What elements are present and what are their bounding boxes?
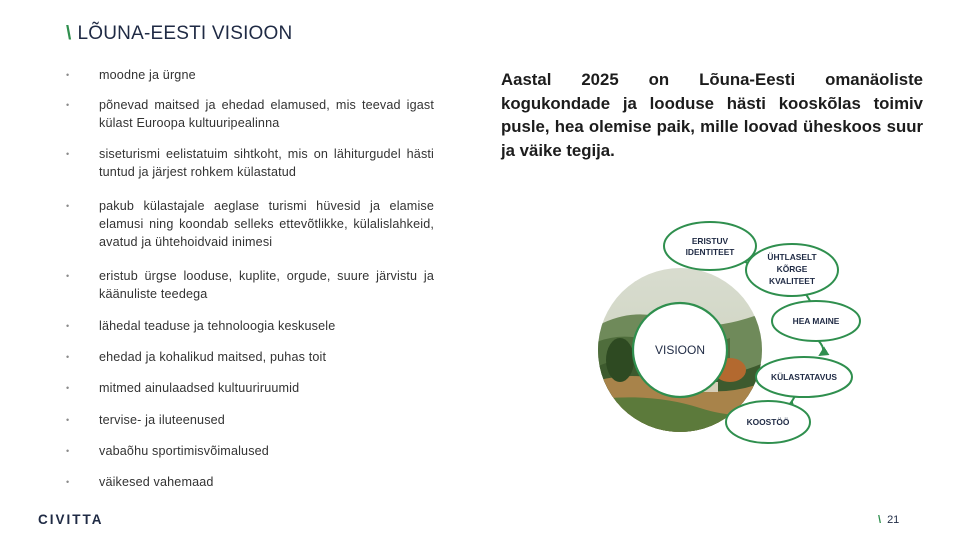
node-kylastatavus-label: KÜLASTATAVUS	[771, 372, 837, 382]
bullet-dot-icon: •	[66, 70, 70, 80]
bullet-item	[66, 96, 434, 132]
node-koostoo-label: KOOSTÖÖ	[746, 417, 790, 427]
page-number	[878, 514, 899, 526]
page-title-text: LÕUNA-EESTI VISIOON	[77, 23, 293, 44]
bullet-item	[66, 411, 434, 429]
bullet-text: moodne ja ürgne	[99, 68, 196, 82]
page-title	[66, 23, 292, 45]
bullet-dot-icon: •	[66, 321, 70, 331]
bullet-text: pakub külastajale aeglase turismi hüvesid ja elamise elamusi ning koondab selleks ettevõtlikke, külalislahkeid, avatud ja ühtehoidvaid inimesi	[99, 199, 434, 249]
bullet-dot-icon: •	[66, 477, 70, 487]
bullet-item	[66, 317, 434, 335]
civitta-logo: CIVITTA	[38, 512, 104, 527]
bullet-item	[66, 473, 434, 491]
node-yhtlaselt-line3: KVALITEET	[769, 276, 815, 286]
bullet-text: ehedad ja kohalikud maitsed, puhas toit	[99, 350, 327, 364]
bullet-item	[66, 348, 434, 366]
bullet-dot-icon: •	[66, 383, 70, 393]
bullet-item	[66, 197, 434, 251]
node-eristuv-line1: ERISTUV	[691, 236, 729, 246]
bullet-text: tervise- ja iluteenused	[99, 413, 225, 427]
page-number-text: 21	[887, 514, 900, 526]
bullet-dot-icon: •	[66, 271, 70, 281]
vision-statement: Aastal 2025 on Lõuna-Eesti omanäoliste kogukondade ja looduse hästi kooskõlas toimiv pusle, hea olemise paik, mille loovad üheskoos suur ja väike tegija.	[501, 70, 923, 160]
bullet-text: eristub ürgse looduse, kuplite, orgude, suure järvistu ja käänuliste teedega	[99, 269, 434, 301]
bullet-dot-icon: •	[66, 201, 70, 211]
bullet-dot-icon: •	[66, 149, 70, 159]
bullet-text: vabaõhu sportimisvõimalused	[99, 444, 269, 458]
bullet-text: lähedal teaduse ja tehnoloogia keskusele	[99, 319, 336, 333]
vision-diagram	[580, 210, 880, 460]
bullet-item	[66, 442, 434, 460]
bullet-text: mitmed ainulaadsed kultuuriruumid	[99, 381, 300, 395]
node-hea-maine-label: HEA MAINE	[792, 316, 840, 326]
bullet-item	[66, 267, 434, 303]
bullet-dot-icon: •	[66, 100, 70, 110]
bullet-text: väikesed vahemaad	[99, 475, 214, 489]
bullet-item	[66, 66, 434, 84]
node-yhtlaselt-line2: KÕRGE	[776, 264, 808, 274]
bullet-item	[66, 145, 434, 181]
bullet-dot-icon: •	[66, 352, 70, 362]
bullet-text: põnevad maitsed ja ehedad elamused, mis teevad igast külast Euroopa kultuuripealinna	[99, 98, 434, 130]
node-eristuv-line2: IDENTITEET	[685, 247, 735, 257]
bullet-dot-icon: •	[66, 446, 70, 456]
bullet-dot-icon: •	[66, 415, 70, 425]
title-slash-icon: \	[66, 23, 72, 44]
visioon-label: VISIOON	[654, 343, 706, 357]
page-slash-icon: \	[878, 514, 882, 526]
node-eristuv-identiteet	[664, 222, 756, 270]
bullet-text: siseturismi eelistatuim sihtkoht, mis on lähiturgudel hästi tuntud ja järjest rohkem külastatud	[99, 147, 434, 179]
bullet-item	[66, 379, 434, 397]
node-yhtlaselt-line1: ÜHTLASELT	[767, 252, 817, 262]
